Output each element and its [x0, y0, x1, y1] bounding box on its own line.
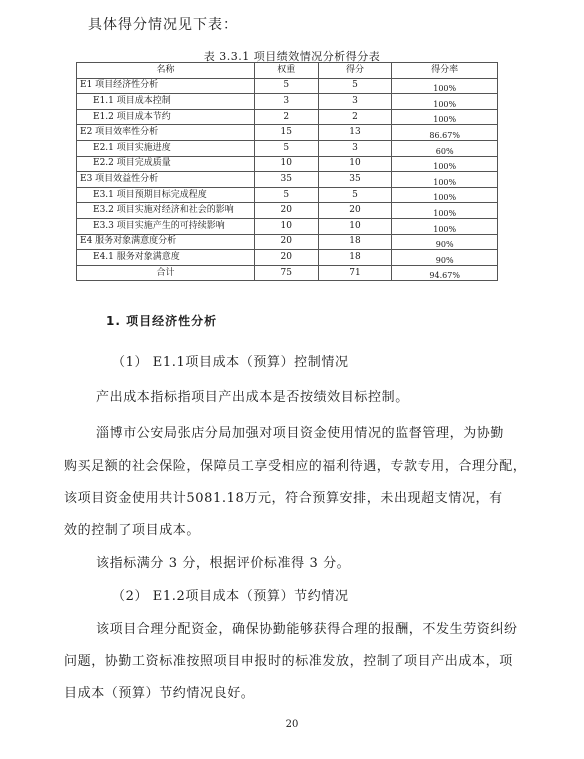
row-name: E1.1 项目成本控制	[77, 94, 255, 110]
row-weight: 2	[254, 109, 318, 125]
row-score: 2	[318, 109, 392, 125]
row-name: E1 项目经济性分析	[77, 78, 255, 94]
row-rate: 100%	[392, 203, 498, 219]
row-score: 13	[318, 125, 392, 141]
table-row	[77, 187, 498, 203]
row-weight: 20	[254, 250, 318, 266]
row-name: E2.2 项目完成质量	[77, 156, 255, 172]
row-rate: 100%	[392, 187, 498, 203]
paragraph-4-line-2: 问题，协勤工资标准按照项目申报时的标准发放，控制了项目产出成本，项	[64, 654, 513, 669]
row-name: E3 项目效益性分析	[77, 172, 255, 188]
row-score: 18	[318, 234, 392, 250]
row-weight: 20	[254, 203, 318, 219]
table-total-row	[77, 265, 498, 281]
paragraph-4-line-1: 该项目合理分配资金，确保协勤能够获得合理的报酬，不发生劳资纠纷	[96, 622, 518, 637]
paragraph-3: 该指标满分 3 分，根据评价标准得 3 分。	[96, 556, 351, 571]
row-name: E3.2 项目实施对经济和社会的影响	[77, 203, 255, 219]
header-name: 名称	[77, 63, 255, 79]
row-score: 5	[318, 187, 392, 203]
header-weight: 权重	[254, 63, 318, 79]
row-score: 3	[318, 94, 392, 110]
row-score: 10	[318, 218, 392, 234]
row-rate: 100%	[392, 172, 498, 188]
row-weight: 3	[254, 94, 318, 110]
row-rate: 100%	[392, 156, 498, 172]
paragraph-2-line-4: 效的控制了项目成本。	[64, 523, 201, 538]
table-row	[77, 125, 498, 141]
table-row	[77, 172, 498, 188]
paragraph-2-line-3: 该项目资金使用共计5081.18万元，符合预算安排，未出现超支情况，有	[64, 491, 503, 506]
table-row	[77, 140, 498, 156]
section-heading: 1. 项目经济性分析	[106, 314, 218, 328]
row-name: E4 服务对象满意度分析	[77, 234, 255, 250]
header-score: 得分	[318, 63, 392, 79]
row-weight: 10	[254, 156, 318, 172]
intro-text: 具体得分情况见下表：	[88, 17, 238, 33]
row-rate: 100%	[392, 78, 498, 94]
total-name: 合计	[77, 265, 255, 281]
row-rate: 86.67%	[392, 125, 498, 141]
row-weight: 5	[254, 140, 318, 156]
row-weight: 20	[254, 234, 318, 250]
table-row	[77, 250, 498, 266]
paragraph-2-line-2: 购买足额的社会保险，保障员工享受相应的福利待遇，专款专用，合理分配，	[64, 459, 527, 474]
row-rate: 100%	[392, 109, 498, 125]
table-row	[77, 94, 498, 110]
paragraph-1: 产出成本指标指项目产出成本是否按绩效目标控制。	[96, 390, 409, 405]
table-row	[77, 203, 498, 219]
row-score: 35	[318, 172, 392, 188]
row-weight: 10	[254, 218, 318, 234]
page-number: 20	[285, 719, 299, 730]
table-row	[77, 218, 498, 234]
table-row	[77, 234, 498, 250]
row-rate: 100%	[392, 94, 498, 110]
total-rate: 94.67%	[392, 265, 498, 281]
paragraph-2-line-1: 淄博市公安局张店分局加强对项目资金使用情况的监督管理，为协勤	[96, 426, 505, 441]
table-caption: 表 3.3.1 项目绩效情况分析得分表	[203, 50, 381, 63]
row-name: E3.3 项目实施产生的可持续影响	[77, 218, 255, 234]
total-weight: 75	[254, 265, 318, 281]
table-row	[77, 109, 498, 125]
row-rate: 60%	[392, 140, 498, 156]
table-row	[77, 78, 498, 94]
paragraph-4-line-3: 目成本（预算）节约情况良好。	[64, 686, 255, 701]
header-rate: 得分率	[392, 63, 498, 79]
row-rate: 100%	[392, 218, 498, 234]
row-weight: 15	[254, 125, 318, 141]
row-name: E1.2 项目成本节约	[77, 109, 255, 125]
row-name: E2 项目效率性分析	[77, 125, 255, 141]
row-name: E3.1 项目预期目标完成程度	[77, 187, 255, 203]
table-header-row	[77, 63, 498, 79]
score-table	[76, 62, 498, 281]
row-score: 20	[318, 203, 392, 219]
row-rate: 90%	[392, 234, 498, 250]
row-score: 5	[318, 78, 392, 94]
total-score: 71	[318, 265, 392, 281]
table-row	[77, 156, 498, 172]
row-weight: 5	[254, 187, 318, 203]
row-weight: 35	[254, 172, 318, 188]
subsection-heading-2: （2） E1.2项目成本（预算）节约情况	[112, 589, 349, 604]
subsection-heading-1: （1） E1.1项目成本（预算）控制情况	[112, 355, 349, 370]
row-rate: 90%	[392, 250, 498, 266]
row-name: E4.1 服务对象满意度	[77, 250, 255, 266]
row-score: 3	[318, 140, 392, 156]
row-name: E2.1 项目实施进度	[77, 140, 255, 156]
row-score: 18	[318, 250, 392, 266]
row-weight: 5	[254, 78, 318, 94]
row-score: 10	[318, 156, 392, 172]
